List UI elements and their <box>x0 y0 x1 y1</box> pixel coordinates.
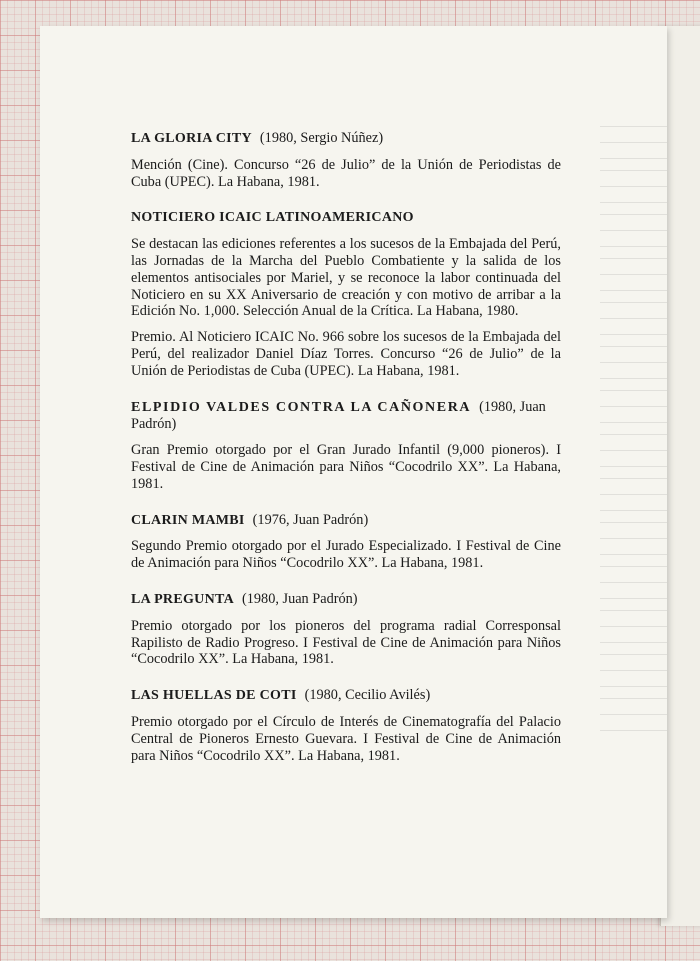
entry-title: LAS HUELLAS DE COTI <box>131 688 297 704</box>
entry-info: (1980, Sergio Núñez) <box>259 130 384 146</box>
document-content <box>131 130 561 783</box>
award-entry <box>131 687 561 764</box>
entry-paragraph: Premio otorgado por los pioneros del programa radial Corresponsal Rapilisto de Radio Progreso. I Festival de Cine de Animación para Niños “Cocodrilo XX”. La Habana, 1981. <box>131 617 561 668</box>
entry-info: (1980, Juan Padrón) <box>242 590 358 607</box>
entry-heading <box>131 512 561 530</box>
entry-title: CLARIN MAMBI <box>131 512 245 528</box>
entry-title: LA PREGUNTA <box>131 591 234 607</box>
entry-paragraph: Gran Premio otorgado por el Gran Jurado Infantil (9,000 pioneros). I Festival de Cine de Animación para Niños “Cocodrilo XX”. La Habana, 1981. <box>131 442 561 492</box>
entry-title: NOTICIERO ICAIC LATINOAMERICANO <box>131 210 414 226</box>
entry-info: (1980, Juan Padrón) <box>131 398 546 433</box>
entry-title: LA GLORIA CITY <box>131 131 252 146</box>
entry-info: (1976, Juan Padrón) <box>252 511 369 528</box>
award-entry <box>131 591 561 668</box>
entry-paragraph: Premio otorgado por el Círculo de Interés de Cinematografía del Palacio Central de Pioneros Ernesto Guevara. I Festival de Cine de Animación para Niños “Cocodrilo XX”. La Habana, 1981. <box>131 713 561 764</box>
award-entry <box>131 512 561 572</box>
entry-info: (1980, Cecilio Avilés) <box>304 687 431 704</box>
show-through-text <box>600 126 667 846</box>
entry-heading <box>131 130 561 148</box>
entry-paragraph: Se destacan las ediciones referentes a los sucesos de la Embajada del Perú, las Jornadas de la Marcha del Pueblo Combatiente y la salida de los elementos antisociales por Mariel, y se reconoce la labor continuada del Noticiero en su XX Aniversario de creación y con motivo de arribar a la Edición No. 1,000. Selección Anual de la Crítica. La Habana, 1980. <box>131 236 561 320</box>
entry-heading <box>131 687 561 705</box>
entry-title: ELPIDIO VALDES CONTRA LA CAÑONERA <box>131 399 472 415</box>
award-entry <box>131 399 561 493</box>
entry-paragraph: Mención (Cine). Concurso “26 de Julio” de la Unión de Periodistas de Cuba (UPEC). La Habana, 1981. <box>131 156 561 190</box>
entry-paragraph: Segundo Premio otorgado por el Jurado Especializado. I Festival de Cine de Animación para Niños “Cocodrilo XX”. La Habana, 1981. <box>131 538 561 572</box>
entry-paragraph: Premio. Al Noticiero ICAIC No. 966 sobre los sucesos de la Embajada del Perú, del realizador Daniel Díaz Torres. Concurso “26 de Julio” de la Unión de Periodistas de Cuba (UPEC). La Habana, 1981. <box>131 329 561 379</box>
award-entry <box>131 209 561 379</box>
award-entry <box>131 130 561 190</box>
entry-heading <box>131 591 561 609</box>
entry-heading <box>131 209 561 227</box>
entry-heading <box>131 399 561 434</box>
